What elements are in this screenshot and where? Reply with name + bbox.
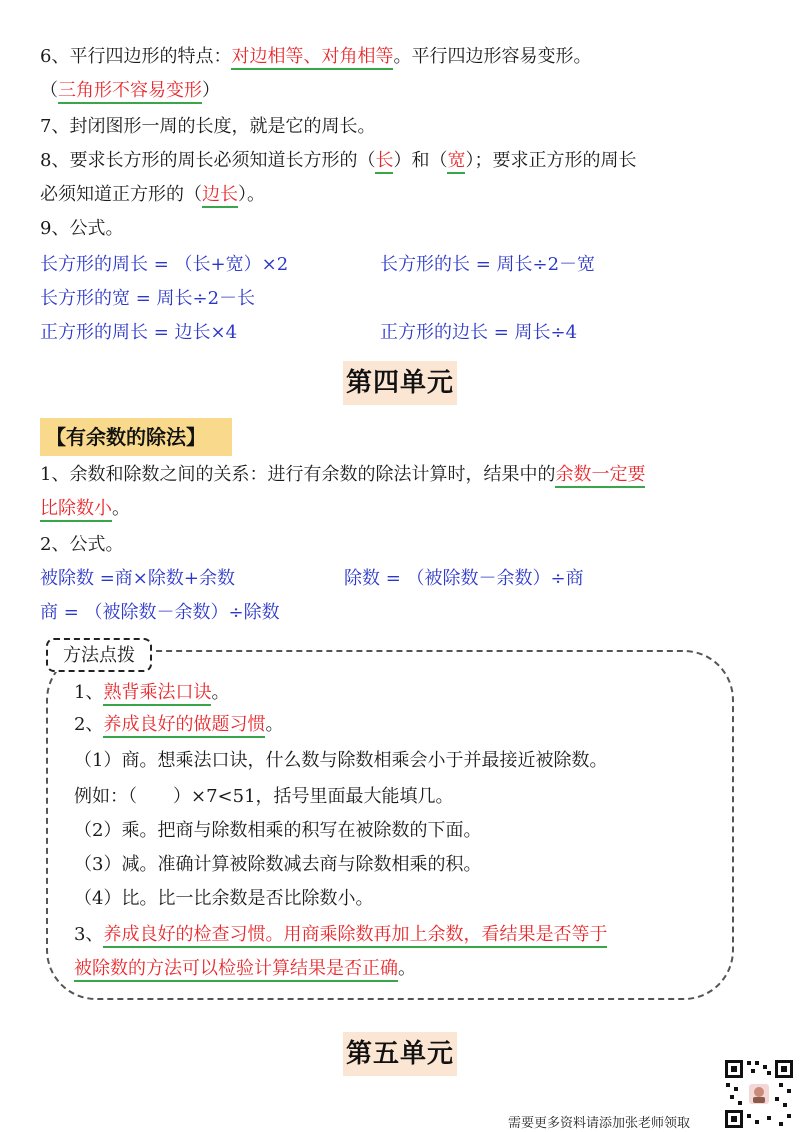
item-6-note-answer: 三角形不容易变形 <box>58 80 202 104</box>
item-6 <box>40 44 591 70</box>
method-3-end: 。 <box>398 958 416 979</box>
method-step-1: （1）商。想乘法口诀，什么数与除数相乘会小于并最接近被除数。 <box>74 750 608 771</box>
section-remainder-division: 【有余数的除法】 <box>40 418 232 456</box>
unit-4-title: 第四单元 <box>343 361 457 405</box>
method-1-end: 。 <box>211 682 230 703</box>
item-6-note <box>40 78 220 104</box>
unit4-point-1-answer-a: 余数一定要 <box>555 464 645 488</box>
item-6-prefix: 6、平行四边形的特点： <box>40 46 232 67</box>
unit4-point-1-cont <box>40 496 130 522</box>
paren-open: （ <box>40 80 58 101</box>
method-step-2: （2）乘。把商与除数相乘的积写在被除数的下面。 <box>74 820 482 841</box>
method-3-text: 养成良好的检查习惯。用商乘除数再加上余数，看结果是否等于 <box>103 924 607 948</box>
method-step-4: （4）比。比一比余数是否比除数小。 <box>74 888 374 909</box>
unit-5-title: 第五单元 <box>343 1032 457 1076</box>
item-8 <box>40 148 636 174</box>
unit4-point-1 <box>40 462 645 488</box>
method-2 <box>74 712 283 738</box>
method-3-num: 3、 <box>74 924 104 945</box>
method-1-num: 1、 <box>74 682 104 703</box>
qr-code-icon <box>723 1058 795 1130</box>
item-8-part-a: 8、要求长方形的周长必须知道长方形的（ <box>40 150 376 171</box>
item-8-cont-b: ）。 <box>238 184 265 205</box>
formula-rect-width: 长方形的宽 = 周长÷2－长 <box>40 288 256 309</box>
unit4-point-1-prefix: 1、余数和除数之间的关系：进行有余数的除法计算时，结果中的 <box>40 464 556 485</box>
unit4-point-1-end: 。 <box>112 498 130 519</box>
formula-rect-length: 长方形的长 = 周长÷2－宽 <box>380 254 596 275</box>
item-8-part-c: ）；要求正方形的周长 <box>465 150 637 171</box>
method-3-cont-text: 被除数的方法可以检验计算结果是否正确 <box>74 958 398 982</box>
formula-divisor: 除数 = （被除数－余数）÷商 <box>344 568 584 589</box>
unit4-point-1-answer-b: 比除数小 <box>40 498 112 522</box>
method-example: 例如：（ ）×7<51，括号里面最大能填几。 <box>74 786 454 807</box>
formula-square-perimeter: 正方形的周长 = 边长×4 <box>40 322 238 343</box>
item-8-cont-a: 必须知道正方形的（ <box>40 184 202 205</box>
formula-dividend: 被除数 =商×除数+余数 <box>40 568 235 589</box>
method-2-text: 养成良好的做题习惯 <box>103 714 265 738</box>
paren-close: ） <box>202 80 220 101</box>
method-1-text: 熟背乘法口诀 <box>103 682 211 706</box>
method-3-cont <box>74 956 416 982</box>
formula-square-side: 正方形的边长 = 周长÷4 <box>380 322 578 343</box>
method-step-3: （3）减。准确计算被除数减去商与除数相乘的积。 <box>74 854 482 875</box>
method-3 <box>74 922 607 948</box>
item-6-suffix: 。平行四边形容易变形。 <box>393 46 592 67</box>
method-2-end: 。 <box>265 714 284 735</box>
method-tag: 方法点拨 <box>46 638 152 672</box>
method-1 <box>74 680 229 706</box>
unit4-point-2: 2、公式。 <box>40 534 124 555</box>
item-8-answer-width: 宽 <box>447 150 465 174</box>
item-8-answer-length: 长 <box>375 150 393 174</box>
item-6-answer: 对边相等、对角相等 <box>231 46 393 70</box>
item-8-answer-side: 边长 <box>202 184 238 208</box>
formula-quotient: 商 = （被除数－余数）÷除数 <box>40 602 280 623</box>
formula-rect-perimeter: 长方形的周长 = （长+宽）×2 <box>40 254 289 275</box>
item-8-cont <box>40 182 265 208</box>
footer-note: 需要更多资料请添加张老师领取 <box>508 1116 691 1131</box>
item-8-part-b: ）和（ <box>393 150 448 171</box>
method-2-num: 2、 <box>74 714 104 735</box>
item-7: 7、封闭图形一周的长度，就是它的周长。 <box>40 116 376 137</box>
item-9: 9、公式。 <box>40 218 124 239</box>
